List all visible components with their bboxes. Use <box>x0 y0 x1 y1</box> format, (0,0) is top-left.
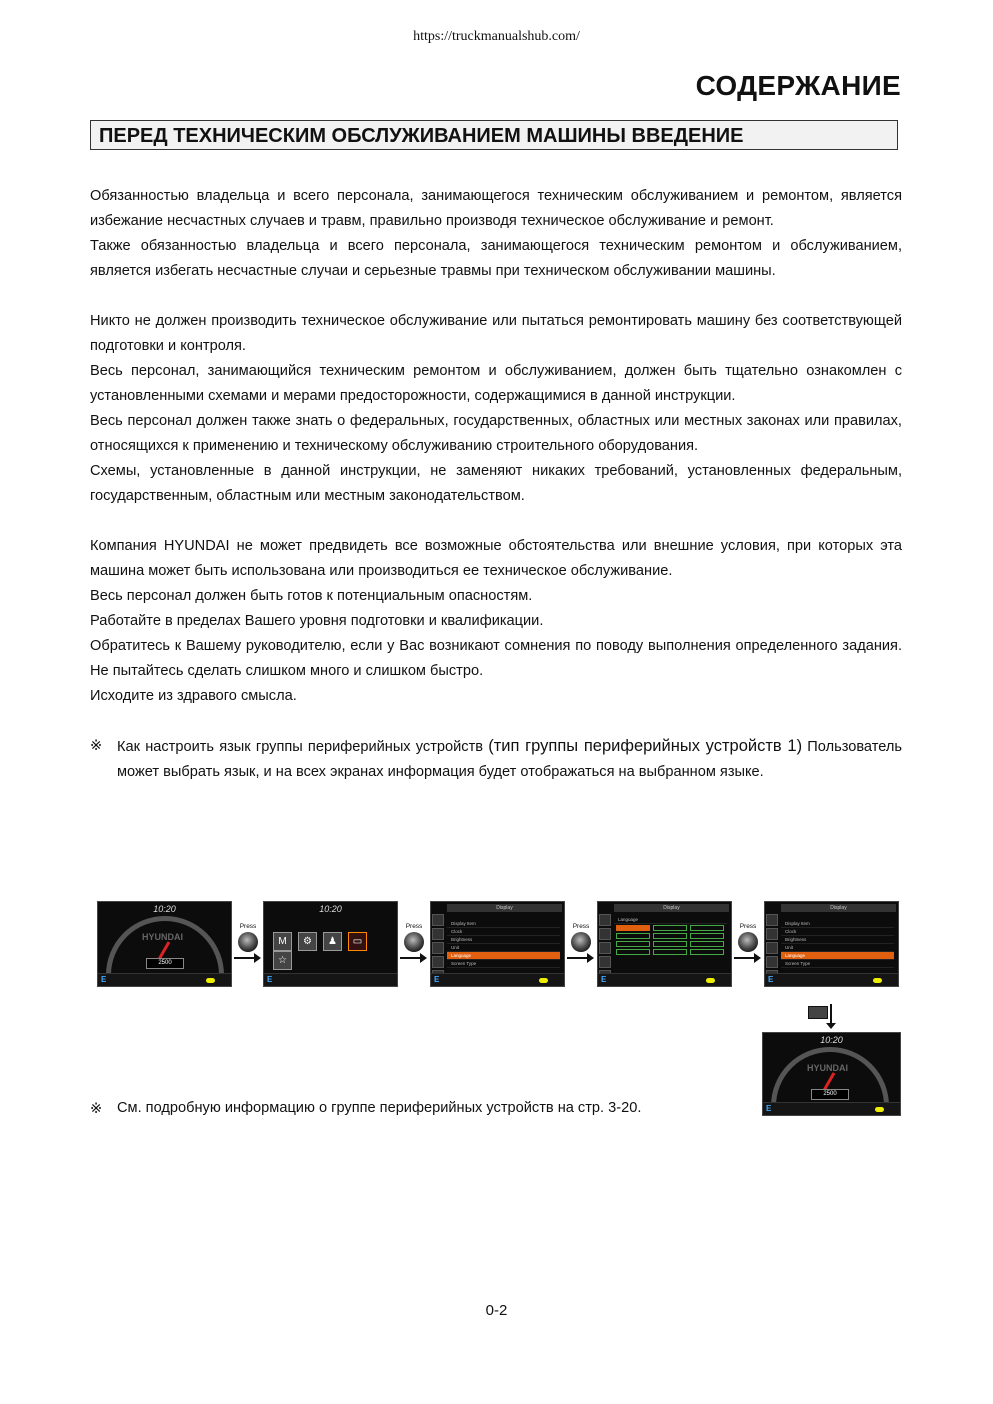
jog-dial-icon[interactable] <box>738 932 758 952</box>
jog-dial-icon[interactable] <box>238 932 258 952</box>
status-e-indicator: E <box>434 975 440 984</box>
menu-row[interactable]: Brightness <box>447 936 560 944</box>
note-lead: Как настроить язык группы периферийных устройств <box>117 739 484 755</box>
menu-row[interactable]: Brightness <box>781 936 894 944</box>
screen-header: Display <box>614 904 729 912</box>
status-bar <box>598 973 731 986</box>
menu-row[interactable]: Unit <box>781 944 894 952</box>
arrow-down-icon <box>830 1004 832 1024</box>
paragraph: Никто не должен производить техническое обслуживание или пытаться ремонтировать машину без соответствующей подготовки и контроля. <box>90 313 902 354</box>
menu-row[interactable]: Screen Type <box>781 960 894 968</box>
menu-row[interactable]: Clock <box>781 928 894 936</box>
language-setup-sequence <box>97 901 902 987</box>
arrow-right-icon <box>567 957 589 959</box>
section-heading: ПЕРЕД ТЕХНИЧЕСКИМ ОБСЛУЖИВАНИЕМ МАШИНЫ ВВЕДЕНИЕ <box>90 120 898 150</box>
status-indicator-icon <box>539 978 548 983</box>
note-lead-type: (тип группы периферийных устройств 1) <box>488 737 803 755</box>
language-option[interactable] <box>690 949 724 955</box>
status-indicator-icon <box>206 978 215 983</box>
press-label: Press <box>405 923 423 930</box>
language-option[interactable] <box>690 925 724 931</box>
reference-note-text: См. подробную информацию о группе периферийных устройств на стр. 3-20. <box>117 1100 642 1116</box>
paragraph: Весь персонал должен также знать о федеральных, государственных, областных или местных законах или правилах, относящихся к применению и техническому обслуживанию строительного оборудования. <box>90 413 902 454</box>
status-bar <box>765 973 898 986</box>
monitoring-menu-icon[interactable]: ⚙ <box>298 932 317 951</box>
language-option[interactable] <box>690 941 724 947</box>
paragraph: Весь персонал должен быть готов к потенциальным опасностям. <box>90 588 533 604</box>
arrow-right-icon <box>234 957 256 959</box>
utilities-menu-icon[interactable]: ☆ <box>273 951 292 970</box>
status-e-indicator: E <box>766 1104 772 1113</box>
rpm-readout: 2500 <box>811 1089 849 1100</box>
status-e-indicator: E <box>267 975 273 984</box>
status-e-indicator: E <box>601 975 607 984</box>
language-option[interactable] <box>616 933 650 939</box>
press-label: Press <box>739 923 757 930</box>
language-grid <box>614 924 727 956</box>
clock-readout: 10:20 <box>820 1035 843 1045</box>
status-e-indicator: E <box>101 975 107 984</box>
language-option[interactable] <box>653 925 687 931</box>
paragraph: Схемы, установленные в данной инструкции, не заменяют никаких требований, установленных федеральным, государственным, областным или местным законодательством. <box>90 463 902 504</box>
page-title: СОДЕРЖАНИЕ <box>695 70 901 101</box>
menu-icon-row <box>270 932 391 966</box>
language-option[interactable] <box>616 925 650 931</box>
final-gauge-screen <box>762 1032 901 1116</box>
arrow-right-icon <box>734 957 756 959</box>
clock-readout: 10:20 <box>319 904 342 914</box>
jog-dial-icon[interactable] <box>404 932 424 952</box>
brand-logo: HYUNDAI <box>142 932 184 942</box>
status-indicator-icon <box>873 978 882 983</box>
note-marker-icon: ※ <box>90 738 103 754</box>
display-menu-icon[interactable]: ▭ <box>348 932 367 951</box>
paragraph: Также обязанностью владельца и всего персонала, занимающегося техническим ремонтом и обслуживанием, является избегать несчастные случаи и серьезные травмы при техническом обслуживании машины. <box>90 238 902 279</box>
screen-header: Display <box>447 904 562 912</box>
paragraph: Обратитесь к Вашему руководителю, если у Вас возникают сомнения по поводу выполнения определенного задания. Не пытайтесь сделать слишком много и слишком быстро. <box>90 638 902 679</box>
paragraph: Весь персонал, занимающийся техническим ремонтом и обслуживанием, должен быть тщательно ознакомлен с установленными схемами и мерами предосторожности, содержащимися в данной инструкции. <box>90 363 902 404</box>
display-settings-screen <box>430 901 565 987</box>
mode-menu-icon[interactable]: M <box>273 932 292 951</box>
arrow-right-icon <box>400 957 422 959</box>
language-option[interactable] <box>653 933 687 939</box>
page-number: 0-2 <box>485 1302 508 1319</box>
menu-row[interactable]: Display Item <box>447 920 560 928</box>
brand-logo: HYUNDAI <box>807 1063 849 1073</box>
rpm-readout: 2500 <box>146 958 184 969</box>
jog-dial-icon[interactable] <box>571 932 591 952</box>
menu-row-language[interactable]: Language <box>781 952 894 960</box>
status-e-indicator: E <box>768 975 774 984</box>
menu-row-language: Language <box>614 916 727 924</box>
menu-row[interactable]: Unit <box>447 944 560 952</box>
press-step <box>733 923 763 952</box>
language-option[interactable] <box>653 941 687 947</box>
main-menu-screen <box>263 901 398 987</box>
side-icon-column <box>766 914 778 972</box>
language-note <box>90 734 902 785</box>
press-step <box>566 923 596 952</box>
side-icon-column <box>432 914 444 972</box>
menu-row-language[interactable]: Language <box>447 952 560 960</box>
press-step <box>399 923 429 952</box>
status-indicator-icon <box>706 978 715 983</box>
status-bar <box>763 1102 900 1115</box>
gauge-screen <box>97 901 232 987</box>
paragraph: Компания HYUNDAI не может предвидеть все возможные обстоятельства или внешние условия, при которых эта машина может быть использована или производиться ее техническое обслуживание. <box>90 538 902 579</box>
side-icon-column <box>599 914 611 972</box>
language-option[interactable] <box>616 949 650 955</box>
paragraph: Исходите из здравого смысла. <box>90 688 297 704</box>
status-bar <box>98 973 231 986</box>
reference-note <box>90 1100 641 1117</box>
source-url: https://truckmanualshub.com/ <box>413 29 580 44</box>
paragraph: Работайте в пределах Вашего уровня подготовки и квалификации. <box>90 613 544 629</box>
note-rest: Пользователь может выбрать язык, и на всех экранах информация будет отображаться на выбранном языке. <box>117 739 902 780</box>
status-bar <box>264 973 397 986</box>
press-label: Press <box>239 923 257 930</box>
language-select-screen <box>597 901 732 987</box>
screen-header: Display <box>781 904 896 912</box>
menu-row[interactable]: Clock <box>447 928 560 936</box>
paragraph: Обязанностью владельца и всего персонала, занимающегося техническим обслуживанием и ремонтом, является избежание несчастных случаев и травм, правильно производя техническое обслуживание и ремонт. <box>90 188 902 229</box>
escape-button-icon <box>808 1006 828 1019</box>
menu-row[interactable]: Screen Type <box>447 960 560 968</box>
language-option[interactable] <box>690 933 724 939</box>
language-option[interactable] <box>616 941 650 947</box>
display-settings-confirmed-screen <box>764 901 899 987</box>
clock-readout: 10:20 <box>153 904 176 914</box>
management-menu-icon[interactable]: ♟ <box>323 932 342 951</box>
status-indicator-icon <box>875 1107 884 1112</box>
document-body <box>90 184 902 785</box>
note-marker-icon: ※ <box>90 1101 103 1117</box>
press-label: Press <box>572 923 590 930</box>
press-step <box>233 923 263 952</box>
language-option[interactable] <box>653 949 687 955</box>
menu-row[interactable]: Display Item <box>781 920 894 928</box>
status-bar <box>431 973 564 986</box>
